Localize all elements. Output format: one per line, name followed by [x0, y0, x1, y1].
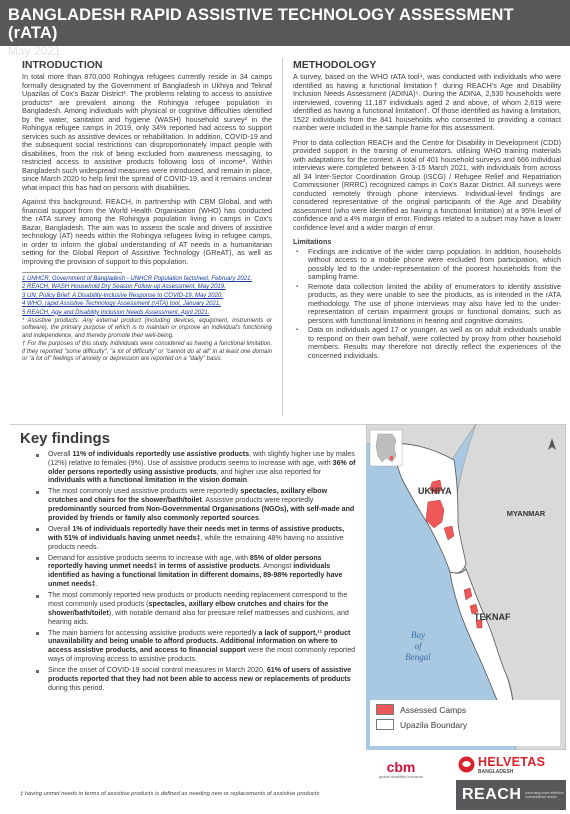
footnote-link-1[interactable]: 1 UNHCR, Government of Bangladesh - UNHCR Population factsheet, February 2021. — [22, 276, 253, 282]
key-finding-highlight: predominantly sourced from Non-Governmental Organisations (NGOs), with self-made and provided by friends or family also commonly reported sources — [48, 505, 355, 522]
report-title-text: RAPID ASSISTIVE TECHNOLOGY ASSESSMENT (rATA) — [8, 6, 514, 42]
key-finding-highlight: spectacles, axillary elbow crutches and chairs for the shower/bath/toilet — [48, 487, 328, 505]
helvetas-logo-sub: BANGLADESH — [478, 769, 514, 775]
map-label-bay: Bay of Bengal — [405, 630, 431, 662]
reach-logo-word: REACH — [462, 786, 522, 803]
limitations-heading: Limitations — [293, 237, 332, 246]
limitation-item: ▪ Data on individuals aged 17 or younger, as well as on adult individuals unable to respond on their own behalf, were collected by proxy from other household members. Results may therefore not directly reflect the experiences of the concerned individuals. — [296, 326, 561, 360]
legend-item-camps — [376, 704, 554, 715]
key-finding-item: The most commonly used assistive products were reportedly spectacles, axillary elbow crutches and chairs for the shower/bath/toilet. Assistive products were reportedly predominantly sourced from Non-Governmental Organisations (NGOs), with self-made and provided by friends or family also commonly reported sources. — [20, 487, 358, 522]
report-country: BANGLADESH — [8, 6, 126, 24]
footnote-link-2[interactable]: 2 REACH, WASH Household Dry Season Follow-up Assessment, May 2019. — [22, 284, 226, 291]
legend-swatch-camps — [376, 704, 394, 715]
footnote-rule — [22, 272, 122, 273]
key-finding-item: Overall 11% of individuals reportedly use assistive products, with slightly higher use by males (12%) relative to females (9%). Use of assistive products seems to increase with age, with 36% of older persons reportedly using assistive products, and higher use also reported for individuals with a functional limitation in the vision domain. — [20, 450, 358, 485]
helvetas-logo — [458, 756, 564, 775]
cbm-logo — [376, 760, 426, 779]
key-finding-highlight: a lack of support,¹¹ product unavailability and being unable to afford products. Additional information on where to access assistive products, and access to financial support — [48, 628, 351, 655]
key-finding-highlight: 1% of individuals reportedly have their needs met in terms of assistive products, with 51% of individuals having unmet needs‡ — [48, 524, 345, 542]
legend-item-upazila — [376, 719, 554, 730]
note-assistive-products: * Assistive products: Any external product (including devices, equipment, instruments or software), the primary purpose of which is to maintain or improve an individual's functioning and independence, and thereby promote their well-being. — [22, 318, 272, 339]
key-finding-highlight: 36% of older persons reportedly using assistive products — [48, 458, 356, 476]
note-functional-limitation: † For the purposes of this study, individuals were considered as having a functional limitation, if they reported "some difficulty", "a lot of difficulty" or "cannot do at all" in at least one domain or "a lot of" feelings of anxiety or depression are reported on a "daily" basis. — [22, 341, 272, 363]
methodology-heading: METHODOLOGY — [293, 59, 377, 71]
key-findings-list — [20, 450, 358, 693]
introduction-section — [10, 58, 283, 416]
helvetas-logo-word: HELVETAS — [478, 755, 546, 769]
key-findings-heading: Key findings — [20, 430, 111, 447]
introduction-paragraph-2: Against this background, REACH, in partnership with CBM Global, and with financial support from the World Health Organisation (WHO) has conducted the rATA survey among the Rohingya population living in camps in Cox's Bazar, Bangladesh. The aim was to assess the scale and drivers of assistive technology (AT) needs within the Rohingya refugees living in refugee camps, in order to inform the global understanding of AT needs in a humanitarian setting for the Global Report of Assistive Technology (GReAT), as well as improving the provision of support to this population. — [22, 197, 272, 266]
key-finding-item: The main barriers for accessing assistive products were reportedly a lack of support,¹¹ product unavailability and being unable to afford products. Additional information on where to access assistive products, and access to financial support were the most commonly reported ways of improving access to assistive products. — [20, 629, 358, 664]
reach-logo — [456, 780, 566, 810]
methodology-paragraph-1: A survey, based on the WHO rATA tool⁴, was conducted with individuals who were identified as having a functional limitation† during REACH's Age and Disability Inclusion Needs Assessment (ADINA)⁵. During the ADINA, 2,530 households were interviewed, covering 11,187 individuals aged 2 and above, of whom 2,619 were identified as having a functional limitation†. Of those identified as having a limitation, 1522 individuals from the 841 households who consented to providing a contact number were included in the sample frame for this assessment. — [293, 72, 561, 132]
key-finding-item: Since the onset of COVID-19 social control measures in March 2020, 61% of users of assistive products reported that they had not been able to access new or replacements of products during this period. — [20, 666, 358, 692]
helvetas-mark-icon — [458, 756, 475, 773]
key-finding-highlight: 11% of individuals reportedly use assistive products — [72, 450, 250, 458]
key-finding-highlight: spectacles, axillary elbow crutches and chairs for the shower/bath/toilet — [48, 599, 329, 617]
key-findings-section — [10, 424, 366, 802]
key-findings-footnote: ‡ having unmet needs in terms of assistive products is defined as needing new or replacements of assistive products — [20, 791, 320, 797]
key-finding-item: Overall 1% of individuals reportedly have their needs met in terms of assistive products, with 51% of individuals having unmet needs‡, while the remaining 48% having no assistive products needs. — [20, 525, 358, 551]
footnote-link-3[interactable]: 3 UN, Policy Brief: A Disability-Inclusive Response to COVID-19, May 2020. — [22, 292, 223, 299]
introduction-heading: INTRODUCTION — [22, 59, 103, 71]
map-label-teknaf: TEKNAF — [474, 612, 511, 622]
introduction-paragraph-1: In total more than 870,000 Rohingya refugees currently reside in 34 camps formally designated by the Government of Bangladesh in Ukhiya and Teknaf Upazilas of Cox's Bazar District¹. The problems relating to access to assistive products* are prevalent among the Rohingya refugee population in Bangladesh. Among individuals with physical or cognitive difficulties identified by the water, sanitation and hygiene (WASH) household survey² in the Rohingya refugee camps in 2019, only 34% reported had access to support services such as assistive devices or rehabilitation. In addition, COVID-19 and the subsequent social restrictions can disproportionately impact people with disabilities, from the risk of being excluded from awareness messaging, to restricted access to assistive products following loss of income³. Within Bangladesh such widespread measures were introduced, and remain in place, since March 2020 to help limit the spread of COVID-19, and it remains unclear what impact this has had on persons with disabilities. — [22, 72, 272, 192]
legend-label-upazila: Upazila Boundary — [400, 719, 468, 730]
report-title — [8, 6, 562, 42]
legend-label-camps: Assessed Camps — [400, 704, 467, 715]
methodology-paragraph-2: Prior to data collection REACH and the Centre for Disability in Development (CDD) provided support in the training of enumerators, utilising WHO training materials with adaptations for the context. A total of 401 household surveys and 666 individual interviews were completed between 3-15 March 2021, with individuals from across all 34 Inter-Sector Coordination Group (ISCG) / Refugee Relief and Repatriation Commissioner (RRRC) recognized camps in Cox's Bazar District. All surveys were conducted remotely through phone interviews. Individual-level findings are considered representative of the original participants of the Age and Disability assessment (who were identified as having a functional limitation) at a 95% level of confidence and a 4% margin of error. Findings related to a subset may have a lower confidence level and a wider margin of error. — [293, 137, 561, 232]
report-date: May 2021 — [8, 44, 61, 58]
cbm-logo-tag: global disability inclusion — [379, 774, 423, 779]
footnote-link-5[interactable]: 5 REACH, Age and Disability Inclusion Needs Assessment, April 2021. — [22, 309, 210, 316]
partner-logos — [370, 752, 566, 812]
key-finding-item: Demand for assistive products seems to increase with age, with 85% of older persons reportedly having unmet needs‡ in terms of assistive products. Amongst individuals identified as having a functional limitation in different domains, 89-98% reportedly have unmet needs‡. — [20, 554, 358, 589]
key-finding-item: The most commonly reported new products or products needing replacement correspond to the most commonly used products (spectacles, axillary elbow crutches and chairs for the shower/bath/toilet), with notable demand also for pressure relief mattresses and cushions, and hearing aids. — [20, 591, 358, 626]
map-label-ukhiya: UKHIYA — [418, 486, 452, 496]
map-label-myanmar: MYANMAR — [506, 509, 546, 518]
footnote-link-4[interactable]: 4 WHO, rapid Assistive Technology Assessment (rATA) tool, January 2021. — [22, 301, 221, 308]
inset-locator — [390, 456, 393, 460]
map-legend — [370, 700, 560, 746]
limitation-item: ▪ Remote data collection limited the ability of enumerators to identify assistive products, as they were unable to see the products, as is intended in the rATA methodology. The use of phone interviews may also have led to the under-representation of certain impairment groups or functional domains, such as persons with functional limitations in hearing and cognitive domains. — [296, 283, 561, 326]
key-finding-highlight: 85% of older persons reportedly having unmet needs‡ in terms of assistive products — [48, 553, 322, 571]
limitations-list — [296, 248, 561, 361]
page-header — [0, 0, 570, 58]
key-finding-highlight: 61% of users of assistive products reported that they had not been able to access new or replacements of products — [48, 666, 352, 683]
key-finding-highlight: individuals with a functional limitation in the vision domain — [48, 476, 248, 485]
limitation-item: ▪ Findings are indicative of the wider camp population. In addition, households without access to a mobile phone were excluded from participation, which possibly led to the under-representation of the poorest households from the sampling frame. — [296, 248, 561, 282]
key-finding-highlight: individuals identified as having a functional limitation in different domains, 89-98% reportedly have unmet needs‡ — [48, 562, 343, 589]
reach-logo-tag: Informing more effective humanitarian action — [525, 790, 564, 799]
methodology-section — [293, 58, 561, 361]
legend-swatch-upazila — [376, 719, 394, 730]
cbm-logo-word: cbm — [386, 759, 416, 775]
footnotes — [22, 272, 272, 363]
